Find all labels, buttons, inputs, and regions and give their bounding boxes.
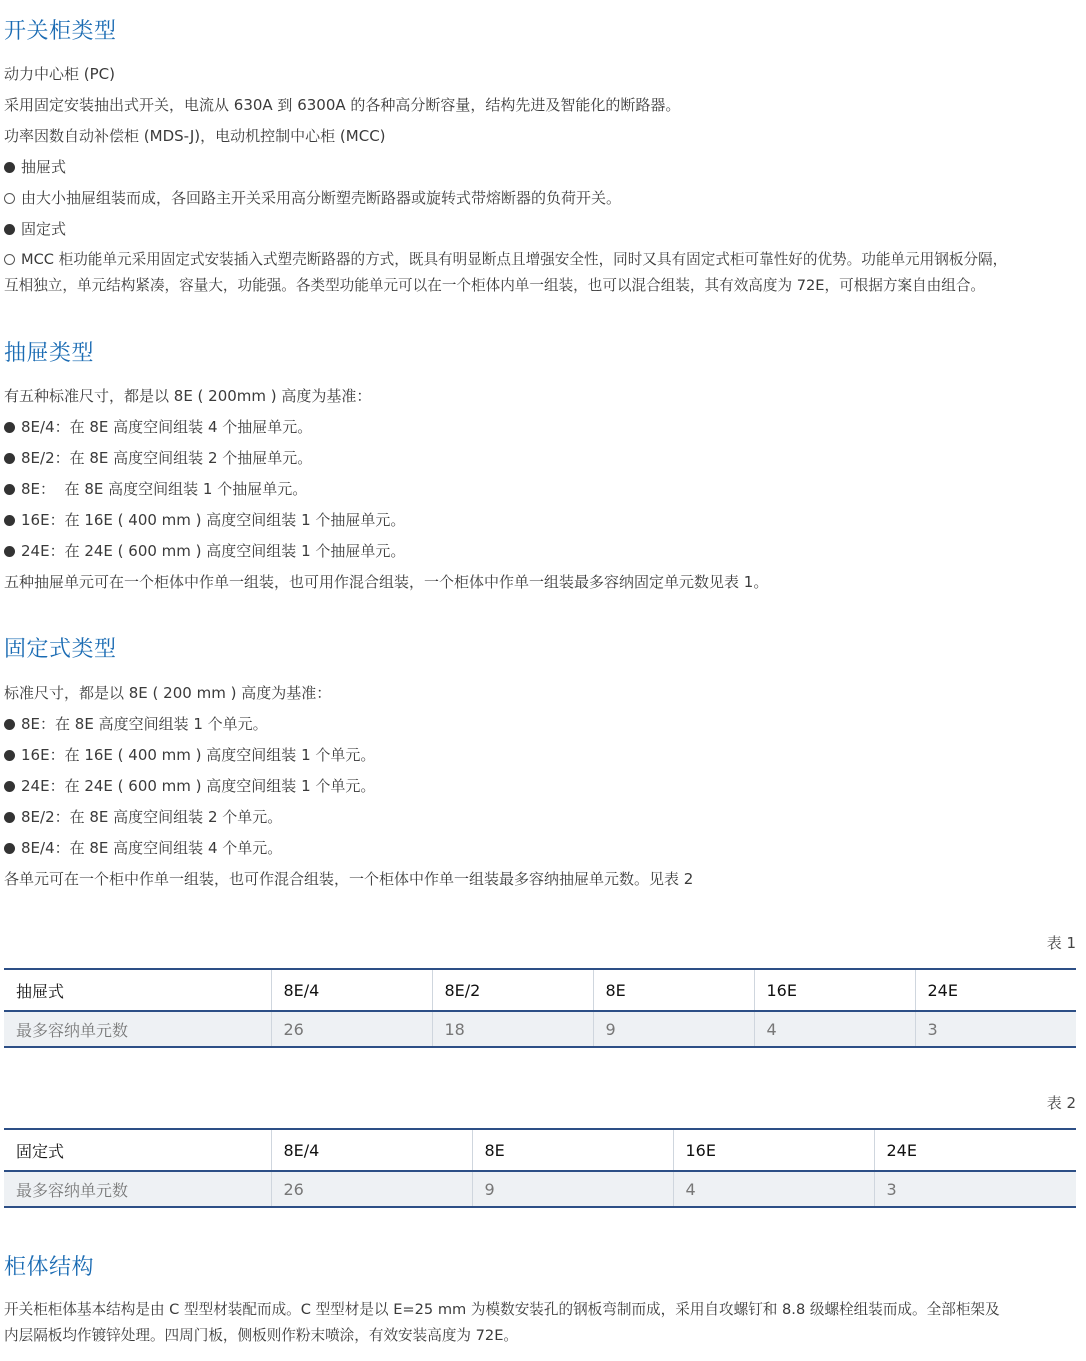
text-line: 开关柜柜体基本结构是由 C 型型材装配而成。C 型型材是以 E=25 mm 为模数安装孔的钢板弯制而成，采用自攻螺钉和 8.8 级螺栓组装而成。全部柜架及 (4, 1301, 1000, 1318)
text-line: 功率因数自动补偿柜 (MDS-J)，电动机控制中心柜 (MCC) (4, 127, 386, 145)
bullet-item (4, 479, 307, 499)
bullet-item (4, 541, 405, 561)
filled-bullet-icon (4, 453, 15, 464)
table-cell: 3 (874, 1171, 1076, 1207)
filled-bullet-icon (4, 781, 15, 792)
table-cell: 9 (472, 1171, 673, 1207)
text-line: 互相独立，单元结构紧凑，容量大，功能强。各类型功能单元可以在一个柜体内单一组装，也可以混合组装，其有效高度为 72E，可根据方案自由组合。 (4, 277, 986, 294)
bullet-item (4, 807, 282, 827)
table-row (4, 1171, 1076, 1207)
bullet-text: 16E：在 16E ( 400 mm ) 高度空间组装 1 个单元。 (21, 746, 376, 764)
filled-bullet-icon (4, 162, 15, 173)
table-cell: 最多容纳单元数 (4, 1011, 271, 1047)
bullet-text: 16E：在 16E ( 400 mm ) 高度空间组装 1 个抽屉单元。 (21, 511, 406, 529)
filled-bullet-icon (4, 224, 15, 235)
table-cell: 4 (754, 1011, 915, 1047)
bullet-text: 8E： 在 8E 高度空间组装 1 个抽屉单元。 (21, 480, 308, 498)
sub-bullet-item (4, 250, 1007, 270)
table-header-cell: 固定式 (4, 1129, 271, 1171)
hollow-bullet-icon (4, 193, 15, 204)
bullet-text: 8E：在 8E 高度空间组装 1 个单元。 (21, 715, 268, 733)
bullet-text: MCC 柜功能单元采用固定式安装插入式塑壳断路器的方式，既具有明显断点且增强安全性，同时又具有固定式柜可靠性好的优势。功能单元用钢板分隔， (21, 251, 1008, 268)
table-cell: 4 (673, 1171, 874, 1207)
fixed-capacity-table (4, 1128, 1076, 1208)
text-line: 动力中心柜 (PC) (4, 65, 115, 83)
text-line: 五种抽屉单元可在一个柜体中作单一组装，也可用作混合组装，一个柜体中作单一组装最多容纳固定单元数见表 1。 (4, 573, 769, 591)
bullet-label: 抽屉式 (21, 158, 67, 176)
table-caption: 表 1 (1046, 934, 1076, 952)
text-line: 有五种标准尺寸，都是以 8E ( 200mm ) 高度为基准： (4, 387, 372, 405)
bullet-item (4, 448, 312, 468)
bullet-label: 固定式 (21, 220, 67, 238)
table-header-cell: 8E (593, 969, 754, 1011)
bullet-text: 由大小抽屉组装而成，各回路主开关采用高分断塑壳断路器或旋转式带熔断器的负荷开关。 (21, 189, 622, 207)
filled-bullet-icon (4, 750, 15, 761)
bullet-text: 8E/2：在 8E 高度空间组装 2 个抽屉单元。 (21, 449, 313, 467)
filled-bullet-icon (4, 719, 15, 730)
table-header-row (4, 969, 1076, 1011)
table-cell: 26 (271, 1011, 432, 1047)
bullet-text: 8E/4：在 8E 高度空间组装 4 个抽屉单元。 (21, 418, 313, 436)
bullet-text: 24E：在 24E ( 600 mm ) 高度空间组装 1 个单元。 (21, 777, 376, 795)
drawer-capacity-table (4, 968, 1076, 1048)
section-title-fixed: 固定式类型 (4, 637, 117, 662)
text-line: 标准尺寸，都是以 8E ( 200 mm ) 高度为基准： (4, 684, 332, 702)
table-cell: 18 (432, 1011, 593, 1047)
table-header-cell: 抽屉式 (4, 969, 271, 1011)
table-header-cell: 8E/4 (271, 1129, 472, 1171)
bullet-item (4, 510, 405, 530)
bullet-text: 8E/2：在 8E 高度空间组装 2 个单元。 (21, 808, 283, 826)
text-line: 各单元可在一个柜中作单一组装，也可作混合组装，一个柜体中作单一组装最多容纳抽屉单元数。见表 2 (4, 870, 694, 888)
table-cell: 26 (271, 1171, 472, 1207)
table-caption: 表 2 (1046, 1094, 1076, 1112)
table-cell: 3 (915, 1011, 1076, 1047)
text-line: 内层隔板均作镀锌处理。四周门板，侧板则作粉末喷涂，有效安装高度为 72E。 (4, 1327, 519, 1344)
table-cell: 最多容纳单元数 (4, 1171, 271, 1207)
section-title-structure: 柜体结构 (4, 1255, 95, 1280)
filled-bullet-icon (4, 546, 15, 557)
table-cell: 9 (593, 1011, 754, 1047)
bullet-item (4, 838, 282, 858)
table-header-cell: 8E/2 (432, 969, 593, 1011)
bullet-text: 24E：在 24E ( 600 mm ) 高度空间组装 1 个抽屉单元。 (21, 542, 406, 560)
bullet-item (4, 417, 312, 437)
table-header-cell: 24E (915, 969, 1076, 1011)
filled-bullet-icon (4, 484, 15, 495)
bullet-item (4, 745, 375, 765)
table-header-cell: 8E (472, 1129, 673, 1171)
table-header-row (4, 1129, 1076, 1171)
text-line: 采用固定安装抽出式开关，电流从 630A 到 6300A 的各种高分断容量，结构先进及智能化的断路器。 (4, 96, 681, 114)
sub-bullet-item (4, 188, 621, 208)
filled-bullet-icon (4, 515, 15, 526)
table-header-cell: 24E (874, 1129, 1076, 1171)
bullet-item (4, 776, 375, 796)
filled-bullet-icon (4, 812, 15, 823)
bullet-item (4, 157, 66, 177)
filled-bullet-icon (4, 843, 15, 854)
table-row (4, 1011, 1076, 1047)
table-header-cell: 8E/4 (271, 969, 432, 1011)
hollow-bullet-icon (4, 254, 15, 265)
bullet-item (4, 714, 268, 734)
bullet-text: 8E/4：在 8E 高度空间组装 4 个单元。 (21, 839, 283, 857)
section-title-switchgear: 开关柜类型 (4, 19, 117, 44)
bullet-item (4, 219, 66, 239)
section-title-drawer: 抽屉类型 (4, 341, 95, 366)
filled-bullet-icon (4, 422, 15, 433)
table-header-cell: 16E (754, 969, 915, 1011)
table-header-cell: 16E (673, 1129, 874, 1171)
